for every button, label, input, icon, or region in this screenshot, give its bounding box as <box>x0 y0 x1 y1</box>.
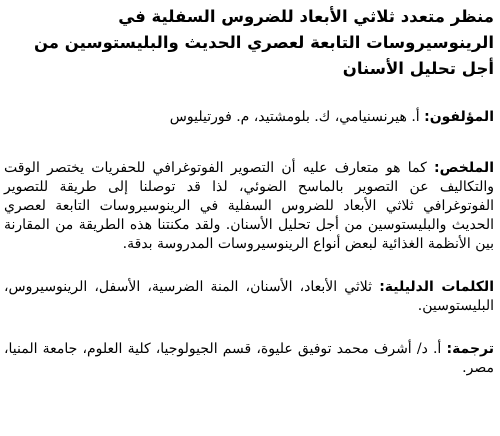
translator-text: أ. د/ أشرف محمد توفيق عليوة، قسم الجيولوجيا، كلية العلوم، جامعة المنيا، مصر. <box>4 341 494 376</box>
translator-label: ترجمة: <box>446 341 494 357</box>
keywords-text: ثلاثي الأبعاد، الأسنان، المنة الضرسية، الأسفل، الرينوسيروس، البليستوسين. <box>4 279 494 314</box>
document-title: منظر متعدد ثلاثي الأبعاد للضروس السفلية في الرينوسيروسات التابعة لعصري الحديث والبليستوسين من أجل تحليل الأسنان <box>33 7 494 78</box>
keywords-paragraph <box>4 278 494 316</box>
abstract-paragraph <box>4 159 494 254</box>
abstract-label: الملخص: <box>434 160 494 176</box>
authors-line <box>4 108 494 127</box>
keywords-label: الكلمات الدليلية: <box>379 279 494 295</box>
translator-paragraph <box>4 340 494 378</box>
abstract-text: كما هو متعارف عليه أن التصوير الفوتوغرافي للحفريات يختصر الوقت والتكاليف عن التصوير بالماسح الضوئي، لذا قد توصلنا إلى طريقة للتصوير الفوتوغرافي ثلاثي الأبعاد للضروس السفلية في الرينوسيروسات التابعة لعصري الحديث والبليستوسين من أجل تحليل الأسنان. ولقد مكنتنا هذه الطريقة من المقارنة بين الأنظمة الغذائية لبعض أنواع الرينوسيروسات المدروسة بدقة. <box>4 160 494 252</box>
authors-value: أ. هيرنسنيامي، ك. بلومشتيد، م. فورتيليوس <box>169 109 420 125</box>
authors-label: المؤلفون: <box>424 109 494 125</box>
